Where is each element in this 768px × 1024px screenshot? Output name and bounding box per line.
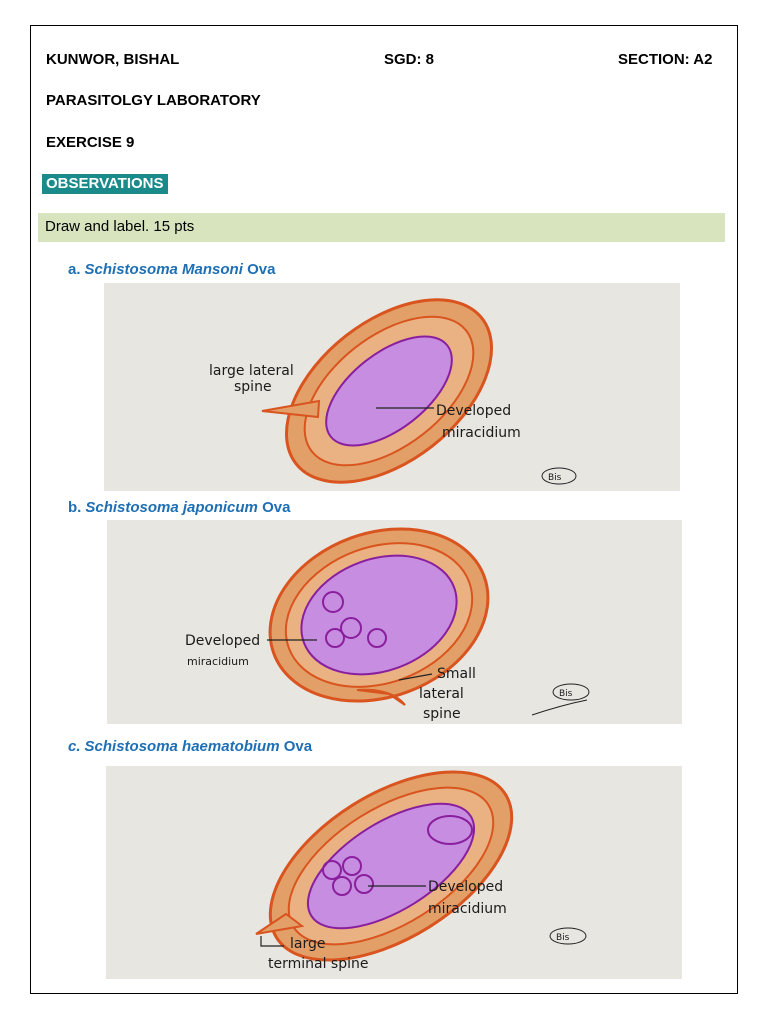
signature: Bis xyxy=(559,689,573,699)
caption-species: Schistosoma japonicum xyxy=(85,499,258,516)
caption-suffix: Ova xyxy=(283,738,313,755)
label-large: large xyxy=(290,936,326,952)
label-developed: Developed xyxy=(428,879,504,895)
label-miracidium: miracidium xyxy=(442,425,521,441)
label-large-lateral: large lateral xyxy=(209,363,294,379)
label-terminal-spine: terminal spine xyxy=(268,956,369,972)
caption-species: Schistosoma Mansoni xyxy=(84,261,243,278)
label-spine: spine xyxy=(423,706,461,722)
label-miracidium: miracidium xyxy=(428,901,507,917)
caption-letter: c. xyxy=(68,738,81,755)
label-lateral: lateral xyxy=(419,686,464,702)
caption-b xyxy=(68,499,290,516)
caption-species: Schistosoma haematobium xyxy=(84,738,280,755)
caption-suffix: Ova xyxy=(262,499,291,516)
task-instruction: Draw and label. 15 pts xyxy=(38,213,725,242)
observations-heading: OBSERVATIONS xyxy=(42,174,168,194)
label-miracidium: miracidium xyxy=(187,655,249,668)
caption-a xyxy=(68,261,275,278)
drawing-photo-haematobium xyxy=(106,766,682,979)
haematobium-ovum-drawing xyxy=(106,766,682,979)
caption-letter: b. xyxy=(68,499,82,516)
caption-letter: a. xyxy=(68,261,81,278)
sgd-number: SGD: 8 xyxy=(384,51,435,68)
caption-suffix: Ova xyxy=(247,261,276,278)
label-developed: Developed xyxy=(436,403,512,419)
section-label: SECTION: A2 xyxy=(618,51,713,68)
student-name: KUNWOR, BISHAL xyxy=(46,51,180,68)
signature: Bis xyxy=(556,933,570,943)
label-developed: Developed xyxy=(185,633,261,649)
signature: Bis xyxy=(548,473,562,483)
japonicum-ovum-drawing xyxy=(107,520,682,724)
caption-c xyxy=(68,738,312,755)
lab-title: PARASITOLGY LABORATORY xyxy=(46,92,261,109)
mansoni-ovum-drawing xyxy=(104,283,680,491)
drawing-photo-mansoni xyxy=(104,283,680,491)
drawing-photo-japonicum xyxy=(107,520,682,724)
label-small: Small xyxy=(437,666,476,682)
exercise-title: EXERCISE 9 xyxy=(46,134,135,151)
label-spine: spine xyxy=(234,379,272,395)
